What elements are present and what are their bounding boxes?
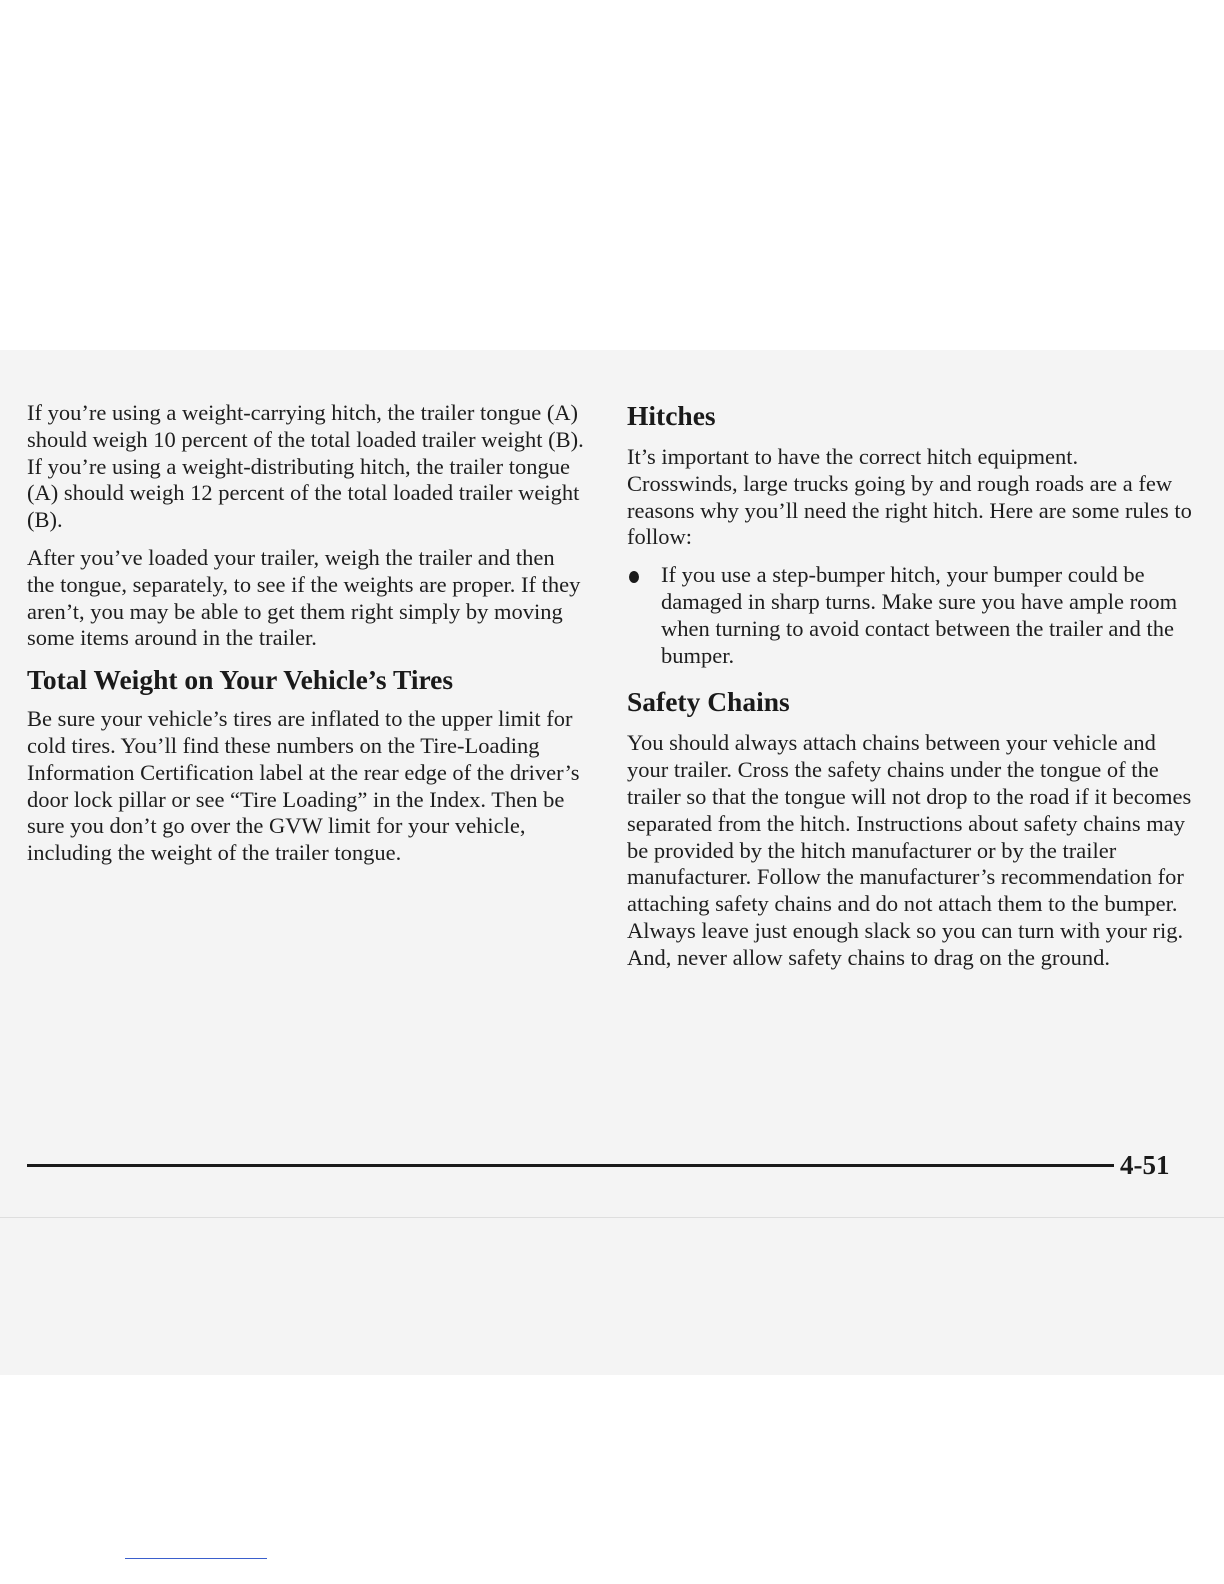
scan-edge-line — [0, 1217, 1224, 1218]
bullet-list-item — [627, 562, 1192, 669]
right-column — [627, 400, 1192, 972]
total-weight-heading: Total Weight on Your Vehicle’s Tires — [27, 664, 454, 696]
safety-chains-heading: Safety Chains — [627, 686, 790, 718]
footer-divider — [27, 1164, 1114, 1167]
page-number: 4-51 — [1120, 1150, 1170, 1180]
bullet-icon — [629, 571, 639, 583]
weight-carrying-hitch-paragraph: If you’re using a weight-carrying hitch, the trailer tongue (A) should weigh 10 percent of the total loaded trailer weight (B). If you’re using a weight-distributing hitch, the trailer tongue (A) should weigh 12 percent of the total loaded trailer weight (B). — [27, 400, 584, 533]
bullet-text: If you use a step-bumper hitch, your bumper could be damaged in sharp turns. Make sure you have ample room when turning to avoid contact between the trailer and the bumper. — [661, 562, 1178, 668]
hitches-paragraph: It’s important to have the correct hitch equipment. Crosswinds, large trucks going by and rough roads are a few reasons why you’ll need the right hitch. Here are some rules to follow: — [627, 444, 1192, 550]
tire-inflation-paragraph: Be sure your vehicle’s tires are inflated to the upper limit for cold tires. You’ll find these numbers on the Tire-Loading Information Certification label at the rear edge of the driver’s door lock pillar or see “Tire Loading” in the Index. Then be sure you don’t go over the GVW limit for your vehicle, including the weight of the trailer tongue. — [27, 706, 580, 866]
hitches-heading: Hitches — [627, 400, 716, 431]
left-column — [27, 400, 587, 867]
loading-trailer-paragraph: After you’ve loaded your trailer, weigh the trailer and then the tongue, separately, to see if the weights are proper. If they aren’t, you may be able to get them right simply by moving some items around in the trailer. — [27, 544, 581, 651]
safety-chains-paragraph: You should always attach chains between your vehicle and your trailer. Cross the safety chains under the tongue of the trailer so that the tongue will not drop to the road if it becomes separated from the hitch. Instructions about safety chains may be provided by the hitch manufacturer or by the trailer manufacturer. Follow the manufacturer’s recommendation for attaching safety chains and do not attach them to the bumper. Always leave just enough slack so you can turn with your rig. And, never allow safety chains to drag on the ground. — [627, 730, 1192, 970]
link-underline — [125, 1558, 267, 1559]
